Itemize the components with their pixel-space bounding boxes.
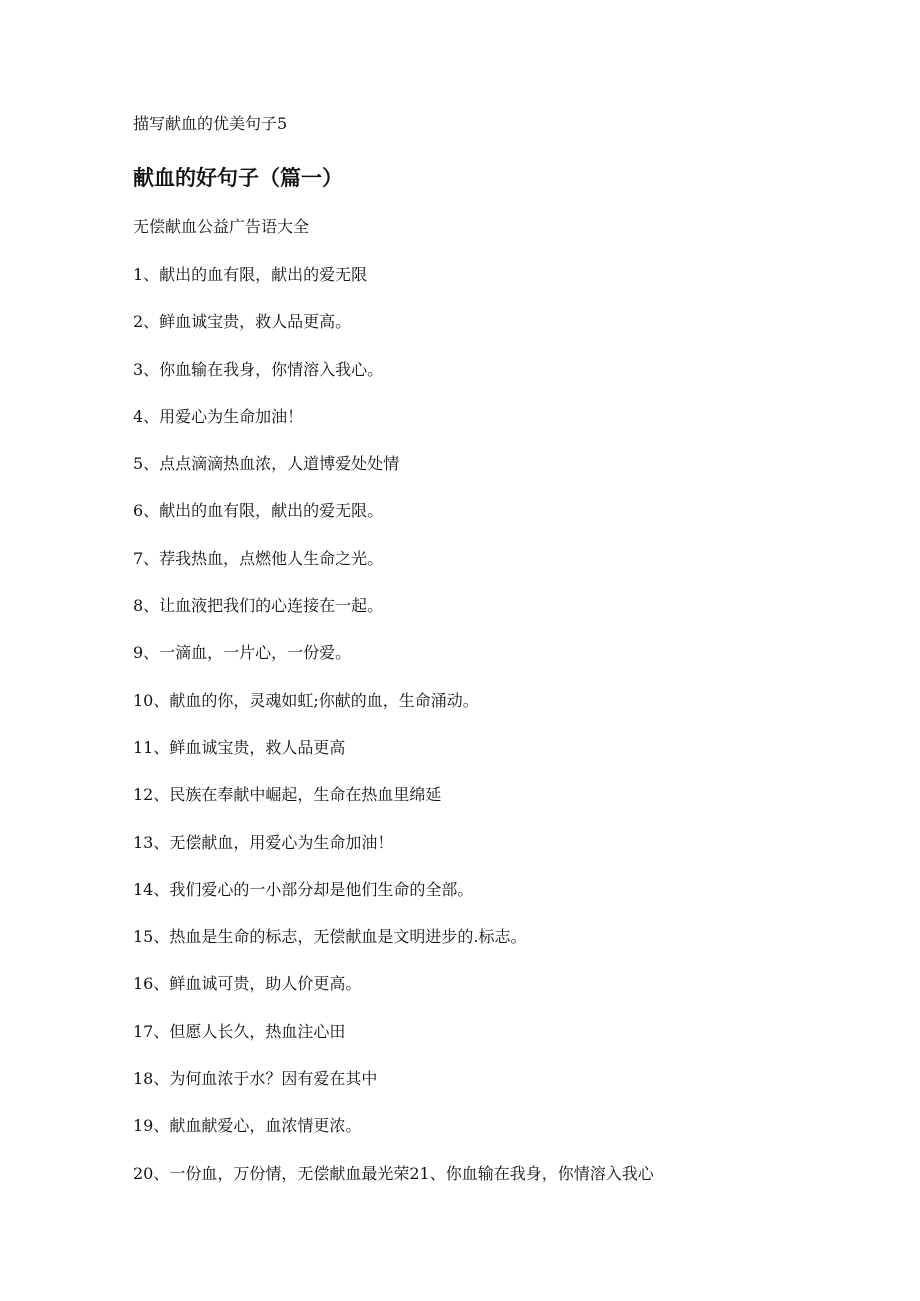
list-item: 17、但愿人长久，热血注心田: [133, 1021, 346, 1041]
section-heading: 献血的好句子（篇一）: [133, 166, 343, 190]
list-item: 3、你血输在我身，你情溶入我心。: [133, 359, 384, 379]
list-item: 20、一份血，万份情，无偿献血最光荣21、你血输在我身，你情溶入我心: [133, 1163, 654, 1183]
list-item: 8、让血液把我们的心连接在一起。: [133, 596, 384, 616]
list-item: 12、民族在奉献中崛起，生命在热血里绵延: [133, 785, 442, 805]
list-item: 7、荐我热血，点燃他人生命之光。: [133, 548, 384, 568]
subheading: 无偿献血公益广告语大全: [133, 217, 310, 236]
list-item: 6、献出的血有限，献出的爱无限。: [133, 501, 384, 521]
list-item: 2、鲜血诚宝贵，救人品更高。: [133, 312, 352, 332]
list-item: 15、热血是生命的标志，无偿献血是文明进步的.标志。: [133, 927, 527, 947]
list-item: 16、鲜血诚可贵，助人价更高。: [133, 974, 362, 994]
sentence-list: [133, 264, 654, 1210]
list-item: 4、用爱心为生命加油！: [133, 406, 304, 426]
list-item: 19、献血献爱心，血浓情更浓。: [133, 1116, 362, 1136]
list-item: 11、鲜血诚宝贵，救人品更高: [133, 737, 346, 757]
list-item: 5、点点滴滴热血浓，人道博爱处处情: [133, 454, 400, 474]
list-item: 9、一滴血，一片心，一份爱。: [133, 643, 352, 663]
document-title: 描写献血的优美句子5: [133, 114, 288, 133]
list-item: 18、为何血浓于水？因有爱在其中: [133, 1069, 378, 1089]
list-item: 1、献出的血有限，献出的爱无限: [133, 265, 368, 284]
list-item: 13、无偿献血，用爱心为生命加油！: [133, 832, 394, 852]
list-item: 14、我们爱心的一小部分却是他们生命的全部。: [133, 879, 474, 899]
list-item: 10、献血的你，灵魂如虹;你献的血，生命涌动。: [133, 690, 479, 710]
